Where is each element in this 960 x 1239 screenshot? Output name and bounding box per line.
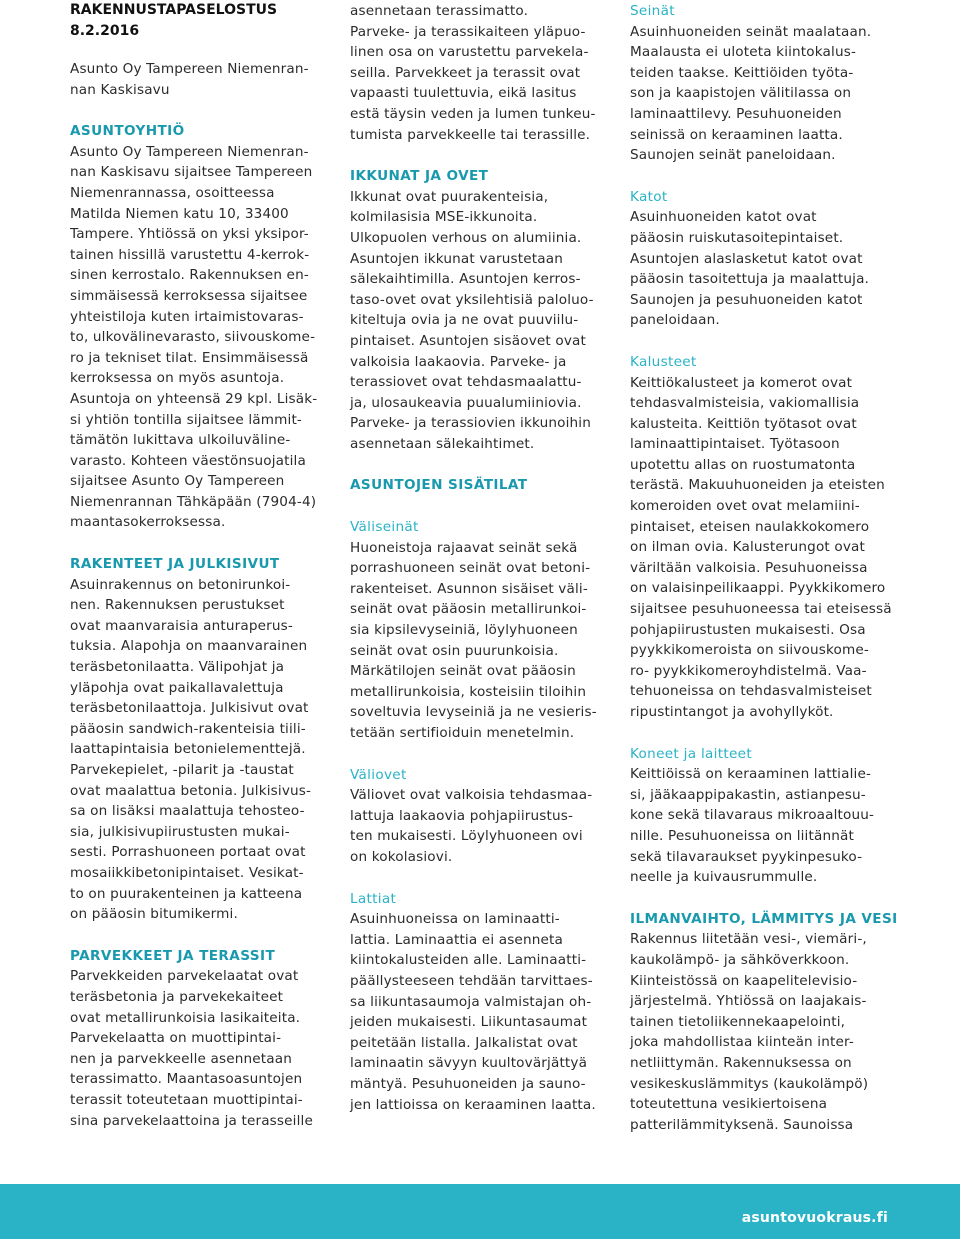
ikkunat-ovet-text-line: valkoisia laakaovia. Parveke- ja xyxy=(350,353,567,370)
valiseinat-text-line: Huoneistoja rajaavat seinät sekä xyxy=(350,539,578,556)
katot-heading: Katot xyxy=(630,188,668,205)
parvekkeet-text-line: teräsbetonia ja parvekekaiteet xyxy=(70,988,284,1005)
ikkunat-ovet-text-line: terassiovet ovat tehdasmaalattu- xyxy=(350,374,582,391)
valiovet-text-line: Väliovet ovat valkoisia tehdasmaa- xyxy=(350,787,593,804)
koneet-laitteet-heading: Koneet ja laitteet xyxy=(630,745,752,762)
section-spacer xyxy=(70,100,336,121)
ikkunat-ovet-text-line: asennetaan sälekaihtimet. xyxy=(350,435,535,452)
ilmanvaihto-text-line: Rakennus liitetään vesi-, viemäri-, xyxy=(630,931,867,948)
column-3 xyxy=(630,0,900,1135)
parvekkeet-text-line: terassit toteutetaan muottipintai- xyxy=(70,1091,303,1108)
kalusteet-text-line: on ilman ovia. Kalusterungot ovat xyxy=(630,539,865,556)
asuntoyhtio-text-line: to, ulkovälinevarasto, siivouskome- xyxy=(70,329,316,346)
ilmanvaihto-text-line: järjestelmä. Yhtiössä on laajakais- xyxy=(630,993,867,1010)
kalusteet-text-line: komeroiden ovet ovat melamiini- xyxy=(630,498,860,515)
section-spacer xyxy=(350,744,612,765)
kalusteet-text-line: ripustintangot ja avohyllyköt. xyxy=(630,704,834,720)
koneet-laitteet-text-line: Keittiöissä on keraaminen lattialie- xyxy=(630,766,872,783)
valiseinat-text-line: soveltuvia levyseiniä ja ne vesieris- xyxy=(350,704,597,721)
seinat-heading: Seinät xyxy=(630,3,675,19)
rakenteet-text-line: on pääosin bitumikermi. xyxy=(70,906,238,923)
rakenteet-text-line: ovat maanvaraisia anturaperus- xyxy=(70,617,293,634)
parvekkeet-text-line: ovat metallirunkoisia lasikaiteita. xyxy=(70,1009,301,1026)
valiseinat-text-line: seinät ovat osin puurunkoisia. xyxy=(350,642,559,659)
ilmanvaihto-text-line: patterilämmityksenä. Saunoissa xyxy=(630,1116,854,1133)
section-spacer xyxy=(70,533,336,554)
katot-text-line: pääosin ruiskutasoitepintaiset. xyxy=(630,229,844,246)
seinat-text-line: laminaattilevy. Pesuhuoneiden xyxy=(630,105,842,122)
document-title-heading: RAKENNUSTAPASELOSTUS xyxy=(70,2,278,18)
lattiat-text-line: laminaatin sävyyn kuultovärjättyä xyxy=(350,1055,588,1072)
lattiat-text-line: peitetään listalla. Jalkalistat ovat xyxy=(350,1034,578,1051)
kalusteet-text-line: sijaitsee pesuhuoneessa tai eteisessä xyxy=(630,601,892,618)
ilmanvaihto-text-line: tainen tietoliikennekaapelointi, xyxy=(630,1013,846,1030)
rakenteet-text-line: nen. Rakennuksen perustukset xyxy=(70,597,285,614)
kalusteet-text-line: upotettu allas on ruostumatonta xyxy=(630,456,856,473)
rakenteet-text-line: sa on lisäksi maalattuja tehosteo- xyxy=(70,803,305,820)
parvekkeet-cont-text-line: asennetaan terassimatto. xyxy=(350,3,529,19)
rakenteet-text-line: yläpohja ovat paikallavalettuja xyxy=(70,679,284,696)
sisatilat-heading: ASUNTOJEN SISÄTILAT xyxy=(350,477,528,494)
ilmanvaihto-text-line: toteutettuna vesikiertoisena xyxy=(630,1096,828,1113)
rakenteet-text-line: teräsbetonilaatta. Välipohjat ja xyxy=(70,659,285,676)
asuntoyhtio-text-line: tainen hissillä varustettu 4-kerrok- xyxy=(70,246,310,263)
asuntoyhtio-text-line: simmäisessä kerroksessa sijaitsee xyxy=(70,287,308,304)
asuntoyhtio-text-line: yhteistiloja kuten irtaimistovaras- xyxy=(70,308,304,325)
valiseinat-text-line: rakenteiset. Asunnon sisäiset väli- xyxy=(350,580,588,597)
lattiat-text-line: sa liikuntasaumoja valmistajan oh- xyxy=(350,993,592,1010)
valiovet-text-line: ten mukaisesti. Löylyhuoneen ovi xyxy=(350,828,583,845)
koneet-laitteet-text-line: neelle ja kuivausrummulle. xyxy=(630,869,818,886)
rakenteet-text-line: Asuinrakennus on betonirunkoi- xyxy=(70,576,291,593)
section-spacer xyxy=(350,868,612,889)
section-spacer xyxy=(630,888,900,909)
valiseinat-text-line: sia kipsilevyseiniä, löylyhuoneen xyxy=(350,622,578,639)
section-spacer xyxy=(70,925,336,946)
ilmanvaihto-text-line: Kiinteistössä on kaapelitelevisio- xyxy=(630,972,858,989)
asuntoyhtio-text-line: sinen kerrostalo. Rakennuksen en- xyxy=(70,267,309,284)
asuntoyhtio-text-line: Niemenrannassa, osoitteessa xyxy=(70,184,275,201)
asuntoyhtio-text-line: Matilda Niemen katu 10, 33400 xyxy=(70,205,289,222)
koneet-laitteet-text-line: nille. Pesuhuoneissa on liitännät xyxy=(630,827,854,844)
valiseinat-text-line: porrashuoneen seinät ovat betoni- xyxy=(350,560,591,577)
ikkunat-ovet-text-line: pintaiset. Asuntojen sisäovet ovat xyxy=(350,332,586,349)
koneet-laitteet-text-line: sekä tilavaraukset pyykinpesuko- xyxy=(630,848,863,865)
asuntoyhtio-text-line: kerroksessa on myös asuntoja. xyxy=(70,370,285,387)
column-1 xyxy=(70,0,336,1131)
katot-text-line: pääosin tasoitettuja ja maalattuja. xyxy=(630,271,870,288)
rakenteet-text-line: teräsbetonilaattoja. Julkisivut ovat xyxy=(70,700,309,717)
column-2 xyxy=(350,0,612,1115)
kalusteet-text-line: on valaisinpeilikaappi. Pyykkikomero xyxy=(630,580,886,597)
kalusteet-heading: Kalusteet xyxy=(630,353,697,370)
ilmanvaihto-text-line: kaukolämpö- ja sähköverkkoon. xyxy=(630,951,850,968)
footer-website-link[interactable]: asuntovuokraus.fi xyxy=(741,1210,888,1226)
ikkunat-ovet-text-line: kolmilasisia MSE-ikkunoita. xyxy=(350,209,538,226)
lattiat-text-line: mäntyä. Pesuhuoneiden ja sauno- xyxy=(350,1075,586,1092)
intro-text-line: Asunto Oy Tampereen Niemenran- xyxy=(70,61,309,77)
valiseinat-text-line: seinät ovat pääosin metallirunkoi- xyxy=(350,601,587,618)
intro-text-line: nan Kaskisavu xyxy=(70,81,170,98)
ikkunat-ovet-text-line: kiteltuja ovia ja ne ovat puuviilu- xyxy=(350,312,579,329)
parvekkeet-text-line: Parvekkeiden parvekelaatat ovat xyxy=(70,968,299,985)
parvekkeet-text-line: nen ja parvekkeelle asennetaan xyxy=(70,1050,292,1067)
valiovet-text-line: on kokolasiovi. xyxy=(350,848,453,865)
asuntoyhtio-text-line: nan Kaskisavu sijaitsee Tampereen xyxy=(70,164,313,181)
kalusteet-text-line: pintaiset, eteisen naulakkokomero xyxy=(630,518,870,535)
ikkunat-ovet-heading: IKKUNAT JA OVET xyxy=(350,168,489,185)
seinat-text-line: son ja kaapistojen välitilassa on xyxy=(630,85,852,102)
parvekkeet-cont-text-line: linen osa on varustettu parvekela- xyxy=(350,44,589,61)
parvekkeet-cont-text-line: estä täysin veden ja lumen tunkeu- xyxy=(350,105,596,122)
parvekkeet-heading: PARVEKKEET JA TERASSIT xyxy=(70,947,276,964)
ikkunat-ovet-text-line: taso-ovet ovat yksilehtisiä paloluo- xyxy=(350,291,594,308)
kalusteet-text-line: väriltään valkoisia. Pesuhuoneissa xyxy=(630,559,868,576)
asuntoyhtio-heading: ASUNTOYHTIÖ xyxy=(70,123,185,140)
kalusteet-text-line: tehuoneissa on tehdasvalmisteiset xyxy=(630,683,872,700)
ikkunat-ovet-text-line: Parveke- ja terassiovien ikkunoihin xyxy=(350,415,591,432)
document-date-heading: 8.2.2016 xyxy=(70,23,140,39)
kalusteet-text-line: terästä. Makuuhuoneiden ja eteisten xyxy=(630,477,885,494)
asuntoyhtio-text-line: si yhtiön tontilla sijaitsee lämmit- xyxy=(70,411,302,428)
ilmanvaihto-text-line: joka mahdollistaa kiinteän inter- xyxy=(630,1034,854,1051)
ikkunat-ovet-text-line: Ikkunat ovat puurakenteisia, xyxy=(350,188,549,205)
seinat-text-line: seinissä on keraaminen laatta. xyxy=(630,126,843,143)
seinat-text-line: Asuinhuoneiden seinät maalataan. xyxy=(630,23,872,40)
valiseinat-text-line: metallirunkoisia, kosteisiin tiloihin xyxy=(350,683,587,700)
rakenteet-text-line: ovat maalattua betonia. Julkisivus- xyxy=(70,782,312,799)
asuntoyhtio-text-line: Asuntoja on yhteensä 29 kpl. Lisäk- xyxy=(70,390,318,407)
section-spacer xyxy=(350,454,612,475)
katot-text-line: Saunojen ja pesuhuoneiden katot xyxy=(630,291,863,308)
ilmanvaihto-heading: ILMANVAIHTO, LÄMMITYS JA VESI xyxy=(630,910,898,927)
asuntoyhtio-text-line: Tampere. Yhtiössä on yksi yksipor- xyxy=(70,226,309,243)
section-spacer xyxy=(630,723,900,744)
lattiat-text-line: jen lattioissa on keraaminen laatta. xyxy=(350,1096,596,1113)
seinat-text-line: Saunojen seinät paneloidaan. xyxy=(630,147,836,164)
rakenteet-text-line: mosaiikkibetonipintaiset. Vesikat- xyxy=(70,864,304,881)
valiovet-text-line: lattuja laakaovia pohjapiirustus- xyxy=(350,807,574,824)
asuntoyhtio-text-line: Niemenrannan Tähkäpään (7904-4) xyxy=(70,493,317,510)
parvekkeet-text-line: sina parvekelaattoina ja terasseille xyxy=(70,1112,313,1129)
kalusteet-text-line: pohjapiirustusten mukaisesti. Osa xyxy=(630,621,866,638)
rakenteet-text-line: sesti. Porrashuoneen portaat ovat xyxy=(70,844,306,861)
kalusteet-text-line: laminaattipintaiset. Työtasoon xyxy=(630,436,840,453)
asuntoyhtio-text-line: tämätön lukittava ulkoiluväline- xyxy=(70,432,291,449)
seinat-text-line: teiden taakse. Keittiöiden työta- xyxy=(630,64,854,81)
ikkunat-ovet-text-line: Asuntojen ikkunat varustetaan xyxy=(350,250,563,267)
kalusteet-text-line: tehdasvalmisteisia, vakiomallisia xyxy=(630,395,860,412)
valiseinat-text-line: tetään sertifioiduin menetelmin. xyxy=(350,725,575,741)
lattiat-text-line: Asuinhuoneissa on laminaatti- xyxy=(350,911,560,928)
parvekkeet-cont-text-line: tumista parvekkeelle tai terassille. xyxy=(350,126,591,143)
parvekkeet-cont-text-line: seilla. Parvekkeet ja terassit ovat xyxy=(350,64,581,81)
rakenteet-heading: RAKENTEET JA JULKISIVUT xyxy=(70,556,280,573)
ilmanvaihto-text-line: vesikeskuslämmitys (kaukolämpö) xyxy=(630,1075,869,1092)
section-spacer xyxy=(350,145,612,166)
section-spacer xyxy=(70,42,336,59)
asuntoyhtio-text-line: varasto. Kohteen väestönsuojatila xyxy=(70,452,306,469)
lattiat-text-line: päällysteeseen tehdään tarvittaes- xyxy=(350,972,593,989)
section-spacer xyxy=(630,331,900,352)
ilmanvaihto-text-line: netliittymän. Rakennuksessa on xyxy=(630,1054,852,1071)
rakenteet-text-line: laattapintaisia betonielementtejä. xyxy=(70,741,306,758)
rakenteet-text-line: sia, julkisivupiirustusten mukai- xyxy=(70,823,290,840)
kalusteet-text-line: pyykkikomeroista on siivouskome- xyxy=(630,642,869,659)
valiseinat-text-line: Märkätilojen seinät ovat pääosin xyxy=(350,663,576,680)
ikkunat-ovet-text-line: ja, ulosaukeavia puualumiiniovia. xyxy=(350,394,582,411)
rakenteet-text-line: tuksia. Alapohja on maanvarainen xyxy=(70,638,308,655)
rakenteet-text-line: Parvekepielet, -pilarit ja -taustat xyxy=(70,762,294,778)
katot-text-line: paneloidaan. xyxy=(630,312,720,329)
kalusteet-text-line: kalusteita. Keittiön työtasot ovat xyxy=(630,415,857,432)
koneet-laitteet-text-line: kone sekä tilavaraus mikroaaltouu- xyxy=(630,807,875,824)
lattiat-text-line: kiintokalusteiden alle. Laminaatti- xyxy=(350,952,587,969)
parvekkeet-text-line: Parvekelaatta on muottipintai- xyxy=(70,1030,282,1047)
lattiat-text-line: lattia. Laminaattia ei asenneta xyxy=(350,931,563,948)
asuntoyhtio-text-line: ro ja tekniset tilat. Ensimmäisessä xyxy=(70,349,309,366)
asuntoyhtio-text-line: Asunto Oy Tampereen Niemenran- xyxy=(70,143,309,160)
lattiat-heading: Lattiat xyxy=(350,890,397,907)
parvekkeet-cont-text-line: vapaasti tuulettuvia, eikä lasitus xyxy=(350,85,577,102)
parvekkeet-cont-text-line: Parveke- ja terassikaiteen yläpuo- xyxy=(350,23,586,40)
asuntoyhtio-text-line: sijaitsee Asunto Oy Tampereen xyxy=(70,473,285,490)
koneet-laitteet-text-line: si, jääkaappipakastin, astianpesu- xyxy=(630,786,866,803)
katot-text-line: Asuntojen alaslasketut katot ovat xyxy=(630,250,863,267)
rakenteet-text-line: to on puurakenteinen ja katteena xyxy=(70,885,303,902)
katot-text-line: Asuinhuoneiden katot ovat xyxy=(630,209,817,226)
parvekkeet-text-line: terassimatto. Maantasoasuntojen xyxy=(70,1071,303,1088)
ikkunat-ovet-text-line: Ulkopuolen verhous on alumiinia. xyxy=(350,229,582,246)
section-spacer xyxy=(630,166,900,187)
kalusteet-text-line: ro- pyykkikomeroyhdistelmä. Vaa- xyxy=(630,662,867,679)
valiseinat-heading: Väliseinät xyxy=(350,519,419,536)
seinat-text-line: Maalausta ei uloteta kiintokalus- xyxy=(630,44,857,61)
lattiat-text-line: jeiden mukaisesti. Liikuntasaumat xyxy=(350,1014,588,1031)
rakenteet-text-line: pääosin sandwich-rakenteisia tiili- xyxy=(70,720,306,737)
valiovet-heading: Väliovet xyxy=(350,766,407,783)
section-spacer xyxy=(350,496,612,517)
asuntoyhtio-text-line: maantasokerroksessa. xyxy=(70,514,226,531)
ikkunat-ovet-text-line: sälekaihtimilla. Asuntojen kerros- xyxy=(350,271,581,288)
kalusteet-text-line: Keittiökalusteet ja komerot ovat xyxy=(630,374,853,391)
